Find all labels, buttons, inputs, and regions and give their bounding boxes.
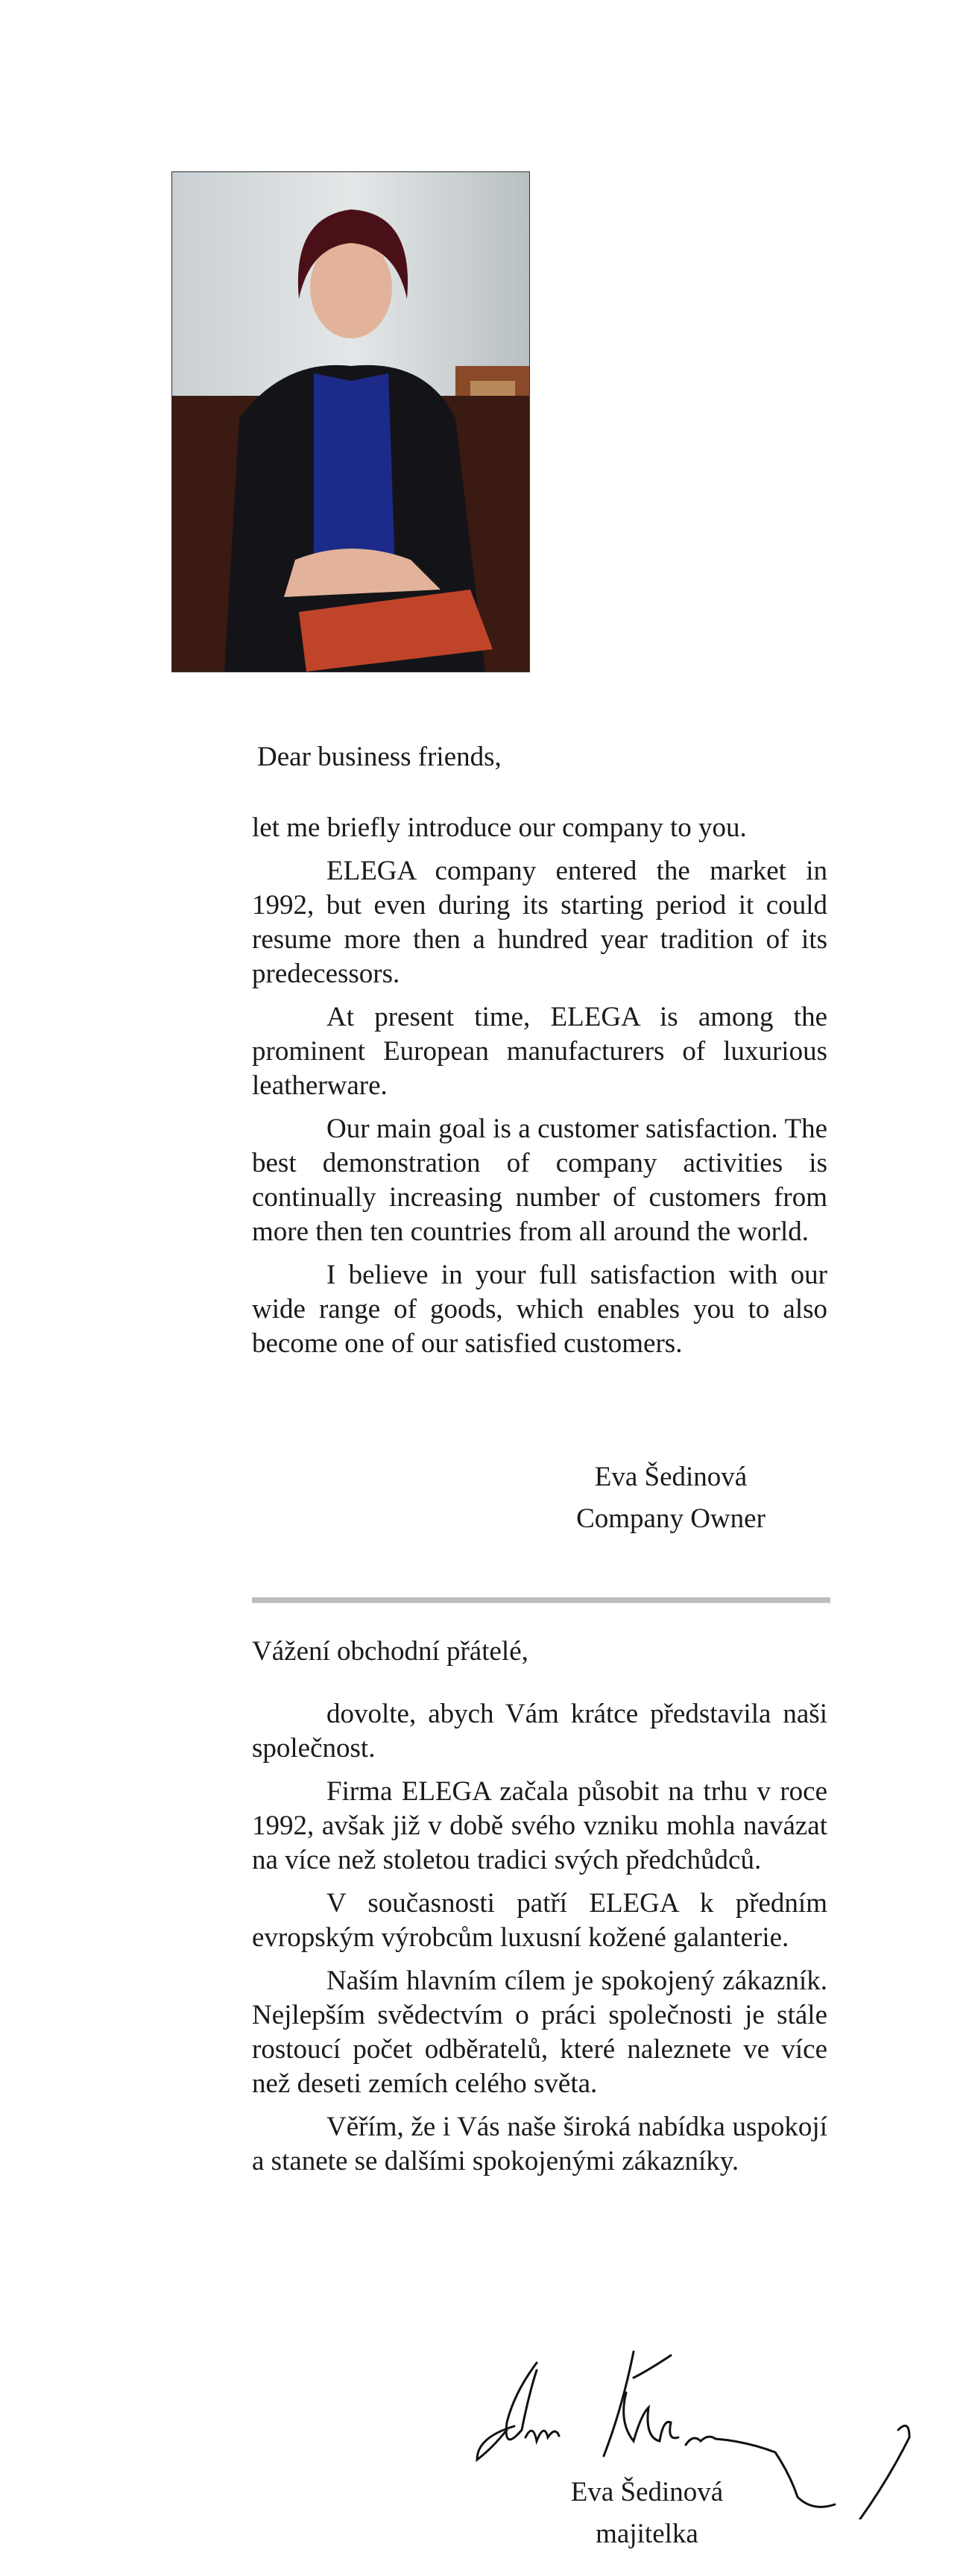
czech-paragraph: dovolte, abych Vám krátce představila naši společnost. xyxy=(252,1699,827,1764)
english-body xyxy=(252,811,827,1361)
english-greeting: Dear business friends, xyxy=(257,742,502,772)
english-paragraph: At present time, ELEGA is among the prominent European manufacturers of luxurious leatherware. xyxy=(252,1002,827,1101)
english-paragraph: Our main goal is a customer satisfaction. The best demonstration of company activities is continually increasing number of customers from more then ten countries from all around the world. xyxy=(252,1114,827,1247)
czech-paragraph: V současnosti patří ELEGA k předním evropským výrobcům luxusní kožené galanterie. xyxy=(252,1888,827,1953)
czech-greeting: Vážení obchodní přátelé, xyxy=(252,1636,528,1667)
section-divider xyxy=(252,1597,830,1603)
czech-paragraph: Naším hlavním cílem je spokojený zákazník. Nejlepším svědectvím o práci společnosti je stále rostoucí počet odběratelů, které naleznete ve více než deseti zemích celého světa. xyxy=(252,1966,827,2099)
owner-portrait-photo xyxy=(171,171,530,672)
signature-name: Eva Šedinová xyxy=(570,2477,724,2507)
signature-title: Company Owner xyxy=(576,1503,765,1534)
english-signature-block xyxy=(537,1456,805,1540)
english-paragraph: let me briefly introduce our company to you. xyxy=(252,812,747,843)
signature-title: majitelka xyxy=(596,2519,698,2549)
english-paragraph: I believe in your full satisfaction with our wide range of goods, which enables you to also become one of our satisfied customers. xyxy=(252,1260,827,1359)
signature-name: Eva Šedinová xyxy=(594,1462,748,1492)
czech-body xyxy=(252,1697,827,2179)
czech-paragraph: Firma ELEGA začala působit na trhu v roce 1992, avšak již v době svého vzniku mohla navázat na více než stoletou tradici svých předchůdců. xyxy=(252,1776,827,1875)
czech-paragraph: Věřím, že i Vás naše široká nabídka uspokojí a stanete se dalšími spokojenými zákazníky. xyxy=(252,2112,827,2176)
czech-signature-block xyxy=(535,2472,759,2555)
english-paragraph: ELEGA company entered the market in 1992, but even during its starting period it could resume more then a hundred year tradition of its predecessors. xyxy=(252,856,827,989)
